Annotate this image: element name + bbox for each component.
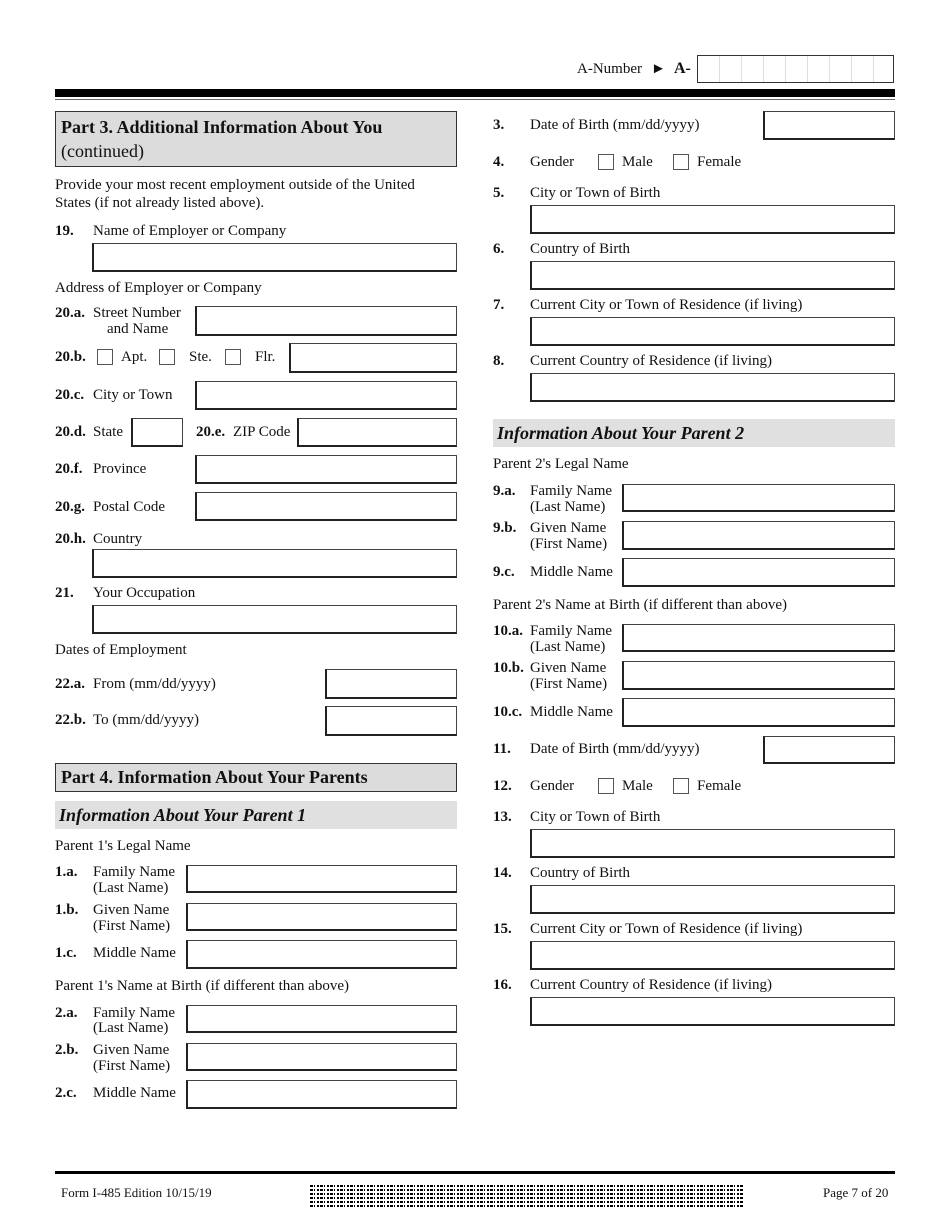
- q20b-num: 20.b.: [55, 349, 86, 365]
- male-label: Male: [622, 778, 653, 794]
- q20c-num: 20.c.: [55, 387, 85, 403]
- parent1-birth-middle-name-input[interactable]: [186, 1080, 457, 1109]
- q1a-num: 1.a.: [55, 864, 78, 880]
- q11-label: Date of Birth (mm/dd/yyyy): [530, 741, 700, 757]
- q20d-label: State: [93, 424, 123, 440]
- q21-label: Your Occupation: [93, 585, 196, 601]
- unit-input[interactable]: [289, 343, 457, 373]
- female-label: Female: [697, 778, 742, 794]
- q20e-num: 20.e.: [196, 424, 226, 440]
- province-input[interactable]: [195, 455, 457, 484]
- q2c-label: Middle Name: [93, 1085, 176, 1101]
- q20h-num: 20.h.: [55, 531, 86, 547]
- address-heading: Address of Employer or Company: [55, 280, 262, 296]
- parent1-middle-name-input[interactable]: [186, 940, 457, 969]
- q20g-label: Postal Code: [93, 499, 166, 515]
- parent1-female-checkbox[interactable]: [673, 154, 689, 170]
- q20f-num: 20.f.: [55, 461, 83, 477]
- parent2-given-name-input[interactable]: [622, 521, 895, 550]
- q10b-label-2: (First Name): [530, 676, 608, 692]
- a-number-input[interactable]: [697, 55, 894, 83]
- q19-label: Name of Employer or Company: [93, 223, 287, 239]
- to-date-input[interactable]: [325, 706, 457, 736]
- parent1-birth-given-name-input[interactable]: [186, 1043, 457, 1071]
- arrow-icon: ►: [651, 61, 666, 77]
- parent2-birth-middle-name-input[interactable]: [622, 698, 895, 727]
- q2b-num: 2.b.: [55, 1042, 79, 1058]
- postal-code-input[interactable]: [195, 492, 457, 521]
- part3-title: Part 3. Additional Information About You: [61, 117, 383, 137]
- parent1-birth-name-heading: Parent 1's Name at Birth (if different than above): [55, 978, 349, 994]
- q13-num: 13.: [493, 809, 512, 825]
- street-input[interactable]: [195, 306, 457, 336]
- q20h-label: Country: [93, 531, 143, 547]
- q15-num: 15.: [493, 921, 512, 937]
- parent1-dob-input[interactable]: [763, 111, 895, 140]
- q12-label: Gender: [530, 778, 575, 794]
- barcode: [310, 1185, 743, 1207]
- q20a-label-2: and Name: [107, 321, 169, 337]
- parent1-legal-name-heading: Parent 1's Legal Name: [55, 838, 191, 854]
- flr-checkbox[interactable]: [225, 349, 241, 365]
- q9b-label-2: (First Name): [530, 536, 608, 552]
- q1c-num: 1.c.: [55, 945, 77, 961]
- form-edition: Form I-485 Edition 10/15/19: [61, 1185, 212, 1200]
- q4-num: 4.: [493, 154, 505, 170]
- footer-rule: [55, 1171, 895, 1174]
- q10a-num: 10.a.: [493, 623, 523, 639]
- q3-label: Date of Birth (mm/dd/yyyy): [530, 117, 700, 133]
- q7-label: Current City or Town of Residence (if living): [530, 297, 803, 313]
- q8-num: 8.: [493, 353, 505, 369]
- parent2-heading: Information About Your Parent 2: [493, 419, 895, 447]
- q20e-label: ZIP Code: [233, 424, 291, 440]
- q21-num: 21.: [55, 585, 74, 601]
- header-rule: [55, 89, 895, 97]
- from-date-input[interactable]: [325, 669, 457, 699]
- parent1-residence-city-input[interactable]: [530, 317, 895, 346]
- q1b-label: Given Name: [93, 902, 170, 918]
- q14-num: 14.: [493, 865, 512, 881]
- q1a-label: Family Name: [93, 864, 176, 880]
- parent1-family-name-input[interactable]: [186, 865, 457, 893]
- female-label: Female: [697, 154, 742, 170]
- q10b-label: Given Name: [530, 660, 607, 676]
- part3-subtitle: (continued): [61, 141, 144, 161]
- q9c-num: 9.c.: [493, 564, 515, 580]
- q1b-label-2: (First Name): [93, 918, 171, 934]
- q20f-label: Province: [93, 461, 147, 477]
- q20d-num: 20.d.: [55, 424, 86, 440]
- q5-label: City or Town of Birth: [530, 185, 661, 201]
- parent2-residence-country-input[interactable]: [530, 997, 895, 1026]
- q10c-label: Middle Name: [530, 704, 613, 720]
- q2b-label-2: (First Name): [93, 1058, 171, 1074]
- parent2-dob-input[interactable]: [763, 736, 895, 764]
- q22a-num: 22.a.: [55, 676, 85, 692]
- a-prefix: A-: [674, 60, 691, 77]
- flr-label: Flr.: [255, 349, 276, 365]
- q9b-num: 9.b.: [493, 520, 517, 536]
- q13-label: City or Town of Birth: [530, 809, 661, 825]
- parent2-birth-name-heading: Parent 2's Name at Birth (if different than above): [493, 597, 787, 613]
- q6-label: Country of Birth: [530, 241, 630, 257]
- page-number: Page 7 of 20: [823, 1185, 889, 1200]
- q16-label: Current Country of Residence (if living): [530, 977, 773, 993]
- q10b-num: 10.b.: [493, 660, 524, 676]
- q10a-label-2: (Last Name): [530, 639, 606, 655]
- q1a-label-2: (Last Name): [93, 880, 169, 896]
- parent1-birth-city-input[interactable]: [530, 205, 895, 234]
- q2c-num: 2.c.: [55, 1085, 77, 1101]
- q8-label: Current Country of Residence (if living): [530, 353, 773, 369]
- q2a-num: 2.a.: [55, 1005, 78, 1021]
- q20a-label: Street Number: [93, 305, 181, 321]
- ste-checkbox[interactable]: [159, 349, 175, 365]
- parent1-birth-family-name-input[interactable]: [186, 1005, 457, 1033]
- q10c-num: 10.c.: [493, 704, 523, 720]
- q15-label: Current City or Town of Residence (if living): [530, 921, 803, 937]
- parent2-legal-name-heading: Parent 2's Legal Name: [493, 456, 629, 472]
- q11-num: 11.: [493, 741, 511, 757]
- parent2-birth-city-input[interactable]: [530, 829, 895, 858]
- q4-label: Gender: [530, 154, 575, 170]
- q9a-label-2: (Last Name): [530, 499, 606, 515]
- ste-label: Ste.: [189, 349, 212, 365]
- q16-num: 16.: [493, 977, 512, 993]
- q7-num: 7.: [493, 297, 505, 313]
- q20g-num: 20.g.: [55, 499, 85, 515]
- parent2-middle-name-input[interactable]: [622, 558, 895, 587]
- employer-name-input[interactable]: [92, 243, 457, 272]
- parent2-female-checkbox[interactable]: [673, 778, 689, 794]
- q1b-num: 1.b.: [55, 902, 79, 918]
- q22b-num: 22.b.: [55, 712, 86, 728]
- parent1-male-checkbox[interactable]: [598, 154, 614, 170]
- city-input[interactable]: [195, 381, 457, 410]
- q3-num: 3.: [493, 117, 505, 133]
- q19-num: 19.: [55, 223, 74, 239]
- parent2-family-name-input[interactable]: [622, 484, 895, 512]
- part4-title: Part 4. Information About Your Parents: [61, 767, 368, 787]
- apt-label: Apt.: [121, 349, 148, 365]
- q14-label: Country of Birth: [530, 865, 630, 881]
- q9c-label: Middle Name: [530, 564, 613, 580]
- zip-input[interactable]: [297, 418, 457, 447]
- q9b-label: Given Name: [530, 520, 607, 536]
- apt-checkbox[interactable]: [97, 349, 113, 365]
- state-input[interactable]: [131, 418, 183, 447]
- a-number-label: A-Number: [577, 61, 642, 77]
- q22b-label: To (mm/dd/yyyy): [93, 712, 200, 728]
- header-thin-rule: [55, 99, 895, 100]
- q9a-num: 9.a.: [493, 483, 516, 499]
- q2a-label-2: (Last Name): [93, 1020, 169, 1036]
- q2b-label: Given Name: [93, 1042, 170, 1058]
- part4-header: [55, 763, 457, 792]
- parent1-residence-country-input[interactable]: [530, 373, 895, 402]
- q10a-label: Family Name: [530, 623, 613, 639]
- q9a-label: Family Name: [530, 483, 613, 499]
- occupation-input[interactable]: [92, 605, 457, 634]
- parent2-birth-country-input[interactable]: [530, 885, 895, 914]
- parent2-male-checkbox[interactable]: [598, 778, 614, 794]
- parent2-residence-city-input[interactable]: [530, 941, 895, 970]
- q5-num: 5.: [493, 185, 505, 201]
- parent1-birth-country-input[interactable]: [530, 261, 895, 290]
- country-input[interactable]: [92, 549, 457, 578]
- parent1-given-name-input[interactable]: [186, 903, 457, 931]
- part3-intro: Provide your most recent employment outside of the United States (if not already listed above).: [55, 177, 415, 211]
- dates-heading: Dates of Employment: [55, 642, 187, 658]
- parent1-heading: Information About Your Parent 1: [55, 801, 457, 829]
- q12-num: 12.: [493, 778, 512, 794]
- parent2-birth-given-name-input[interactable]: [622, 661, 895, 690]
- q20a-num: 20.a.: [55, 305, 85, 321]
- q1c-label: Middle Name: [93, 945, 176, 961]
- q6-num: 6.: [493, 241, 505, 257]
- q2a-label: Family Name: [93, 1005, 176, 1021]
- male-label: Male: [622, 154, 653, 170]
- q20c-label: City or Town: [93, 387, 173, 403]
- part3-header: [55, 111, 457, 167]
- q22a-label: From (mm/dd/yyyy): [93, 676, 216, 692]
- parent2-birth-family-name-input[interactable]: [622, 624, 895, 652]
